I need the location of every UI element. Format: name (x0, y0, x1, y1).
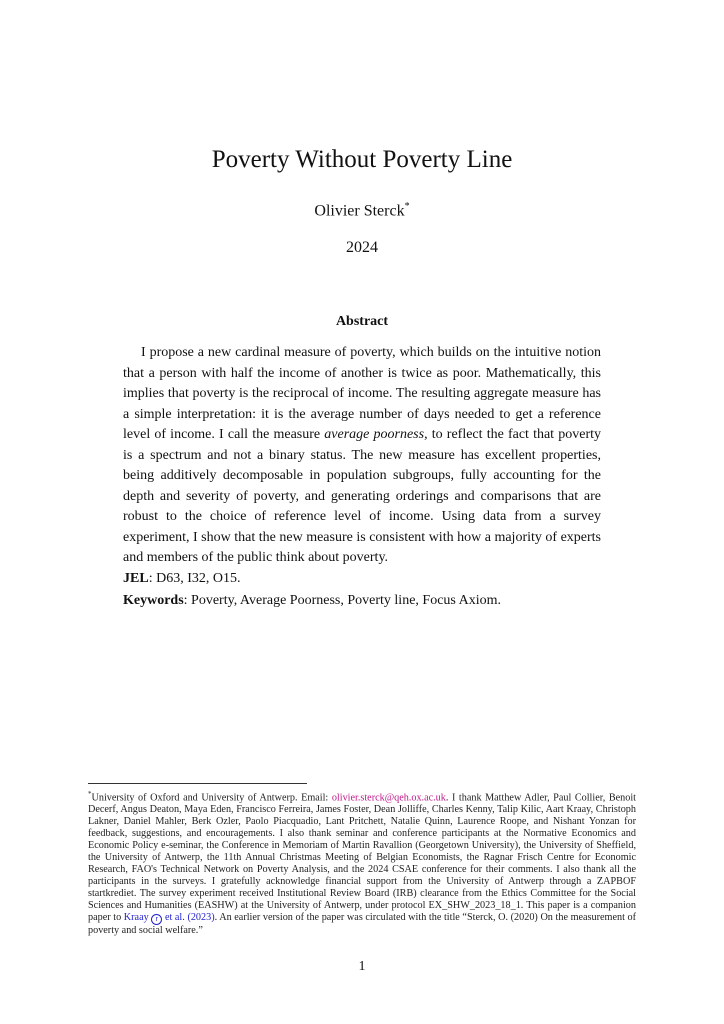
keywords-label: Keywords (123, 593, 184, 608)
author-footnote-mark[interactable]: * (404, 201, 410, 212)
page-number: 1 (358, 959, 366, 974)
footnote-text-part2: . I thank Matthew Adler, Paul Collier, Benoit Decerf, Angus Deaton, Maya Eden, Francisco Ferreira, James Foster, Dean Jolliffe, Charles Kenny, Talip Kilic, Aart Kraay, Christoph Lakner, Daniel Mahler, Berk Ozler, Paolo Piacquadio, Lant Pritchett, Natalie Quinn, Laurence Roope, and Nishant Yonzan for feedback, suggestions, and encouragements. I also thank seminar and conference participants at the Normative Economics and Economic Policy e-seminar, the Conference in Memoriam of Martin Ravallion (Georgetown University), the University of Sheffield, the University of Antwerp, the 11th Annual Christmas Meeting of Belgian Economists, the Ragnar Frisch Centre for Economic Research, FAO's Technical Network on Poverty Analysis, and the 2024 CSAE conference for their comments. I also thank all the participants in the surveys. I gratefully acknowledge financial support from the University of Antwerp through a ZAPBOF startkrediet. The survey experiment received Institutional Review Board (IRB) clearance from the Ethics Committee for the Social Sciences and Humanities (EASHW) at the University of Antwerp, under protocol EX_SHW_2023_18_1. This paper is a companion paper to (88, 792, 636, 924)
paper-title: Poverty Without Poverty Line (211, 146, 513, 173)
citation-link-year[interactable]: (2023) (187, 912, 215, 924)
footnote-divider (88, 783, 307, 784)
footnote-mark: * (88, 790, 92, 798)
citation-link-etal[interactable]: et al. (164, 912, 185, 924)
abstract-text-part2: , to reflect the fact that poverty is a spectrum and not a binary status. The new measure has excellent properties, being additively decomposable in population subgroups, fully accounting for the depth and severity of poverty, and generating orderings and comparisons that are robust to the choice of reference level of income. Using data from a survey experiment, I show that the new measure is consistent with how a majority of experts and members of the public think about poverty. (123, 427, 601, 565)
jel-codes (123, 571, 601, 587)
abstract-text-part1: I propose a new cardinal measure of poverty, which builds on the intuitive notion that a person with half the income of another is twice as poor. Mathematically, this implies that poverty is the reciprocal of income. The resulting aggregate measure has a simple interpretation: it is the average number of days needed to get a reference level of income. I call the measure (123, 345, 601, 442)
footnote-text-part3: . An earlier version of the paper was circulated with the title “Sterck, O. (2020) On the measurement of poverty and social welfare.” (88, 912, 636, 937)
jel-value: : D63, I32, O15. (148, 571, 241, 586)
email-link[interactable]: olivier.sterck@qeh.ox.ac.uk (331, 792, 446, 804)
author-line (0, 201, 724, 220)
keywords-value: : Poverty, Average Poorness, Poverty line, Focus Axiom. (183, 593, 501, 608)
abstract-emphasis: average poorness (324, 427, 425, 442)
keywords (123, 593, 601, 609)
author-footnote (88, 788, 636, 937)
orcid-icon[interactable]: r (151, 914, 162, 925)
abstract-heading: Abstract (335, 314, 389, 329)
author-name: Olivier Sterck (314, 202, 405, 220)
jel-label: JEL (123, 571, 149, 586)
footnote-text-part1: University of Oxford and University of Antwerp. Email: (91, 792, 332, 804)
paper-year: 2024 (346, 239, 378, 256)
citation-link-author[interactable]: Kraay (123, 912, 149, 924)
abstract-text (123, 343, 601, 569)
